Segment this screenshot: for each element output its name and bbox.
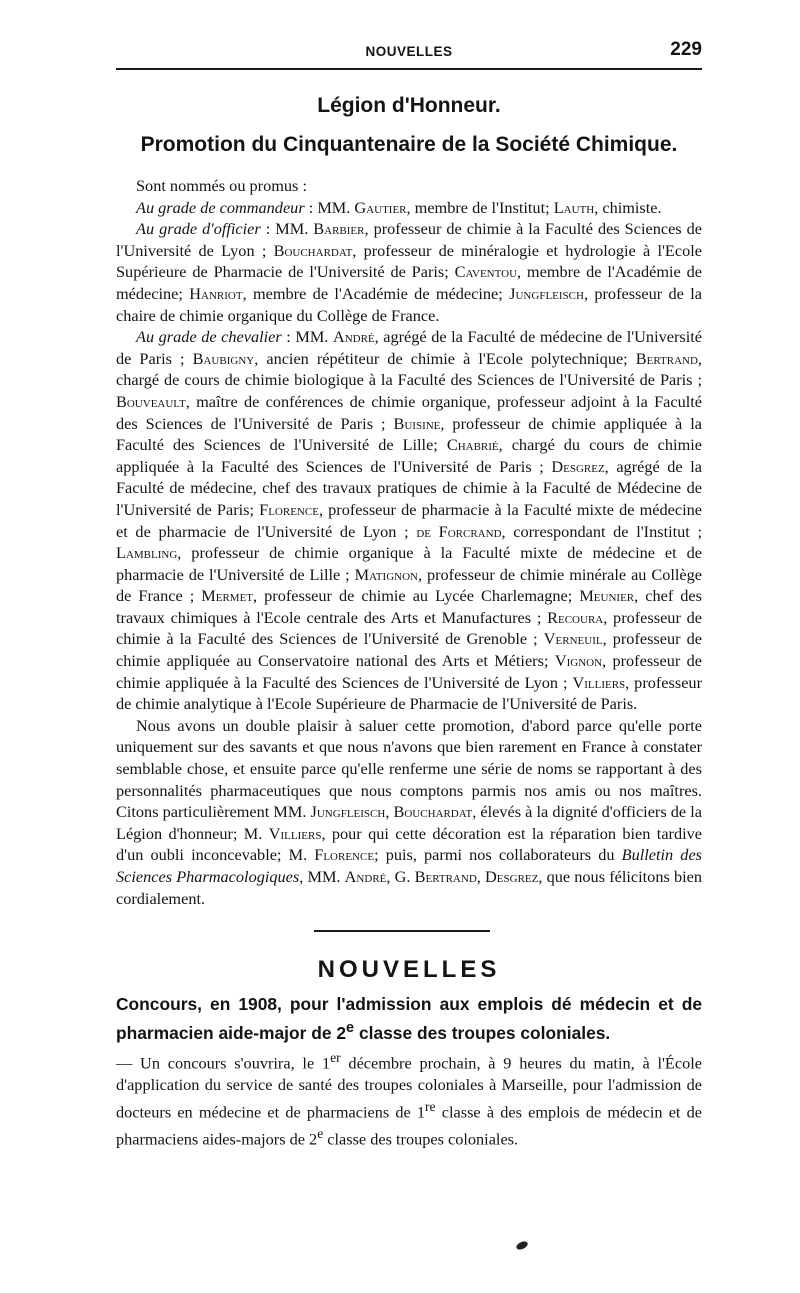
person-name: Verneuil bbox=[543, 629, 603, 649]
person-name: Florence bbox=[314, 845, 375, 865]
person-name: Bertrand bbox=[635, 348, 698, 368]
person-name: Recoura bbox=[547, 607, 604, 627]
grade-label: Au grade de chevalier bbox=[136, 327, 282, 347]
section-heading: Légion d'Honneur. bbox=[317, 94, 501, 117]
person-name: Desgrez bbox=[551, 456, 605, 476]
person-name: Bouchardat bbox=[273, 240, 353, 260]
person-name: André bbox=[344, 867, 387, 886]
intro-paragraph: Sont nommés ou promus : bbox=[136, 176, 307, 195]
grade-label: Au grade de commandeur bbox=[136, 197, 305, 217]
person-name: Gautier bbox=[354, 197, 407, 217]
commentary-paragraph: Nous avons un double plaisir à saluer cette promotion, d'abord parce qu'elle porte uniquement sur des savants et que nous n'avons que bien rarement en France à constater semblable chose, et ensuite parce qu'elle renferme une série de noms se rapportant à des personnalités pharmaceutiques que nous comptons parmis nos amis ou nos maîtres. Citons particulièrement MM. Jungfleisch, Bouchardat, élevés à la dignité d'officiers de la Légion d'honneur; M. Villiers, pour qui cette décoration est la réparation bien tardive d'un oubli inconcevable; M. Florence; puis, parmi nos collaborateurs du Bulletin des Sciences Pharmacologiques, MM. André, G. Bertrand, Desgrez, que nous félicitons bien cordialement. bbox=[116, 715, 703, 908]
person-name: Caventou bbox=[454, 262, 518, 282]
person-name: Villiers bbox=[572, 672, 626, 692]
person-name: Desgrez bbox=[485, 867, 539, 886]
person-name: Jungfleisch bbox=[509, 283, 584, 303]
article-body bbox=[116, 175, 702, 909]
person-name: Chabrié bbox=[446, 435, 499, 455]
person-name: Hanriot bbox=[189, 283, 243, 303]
news-section-title: NOUVELLES bbox=[317, 956, 501, 983]
person-name: Bouveault bbox=[116, 391, 186, 411]
grade-label: Au grade d'officier bbox=[136, 219, 261, 239]
chevalier-paragraph: Au grade de chevalier : MM. André, agrégé de la Faculté de médecine de l'Université de Paris ; Baubigny, ancien répétiteur de chimie à l'Ecole polytechnique; Bertrand, chargé de cours de chimie biologique à la Faculté des Sciences de l'Université de Paris ; Bouveault, maître de conférences de chimie organique, professeur adjoint à la Faculté des Sciences de l'Université de Paris ; Buisine, professeur de chimie appliquée à la Faculté des Sciences de l'Université de Lille; Chabrié, chargé du cours de chimie appliquée à la Faculté des Sciences de l'Université de Paris ; Desgrez, agrégé de la Faculté de médecine, chef des travaux pratiques de chimie à la Faculté de Médecine de l'Université de Paris; Florence, professeur de pharmacie à la Faculté mixte de médecine et de pharmacie de l'Université de Lyon ; de Forcrand, correspondant de l'Institut ; Lambling, professeur de chimie organique à la Faculté mixte de médecine et de pharmacie de l'Université de Lille ; Matignon, professeur de chimie minérale au Collège de France ; Mermet, professeur de chimie au Lycée Charlemagne; Meunier, chef des travaux chimiques à l'Ecole centrale des Arts et Manufactures ; Recoura, professeur de chimie à la Faculté des Sciences de l'Université de Grenoble ; Verneuil, professeur de chimie appliquée au Conservatoire national des Arts et Métiers; Vignon, professeur de chimie appliquée à la Faculté des Sciences de l'Université de Lyon ; Villiers, professeur de chimie analytique à l'Ecole Supérieure de Pharmacie de l'Université de Paris. bbox=[116, 327, 703, 714]
person-name: de Forcrand bbox=[416, 521, 502, 541]
person-name: Bouchardat bbox=[393, 802, 473, 822]
person-name: Jungfleisch bbox=[310, 802, 386, 822]
person-name: Matignon bbox=[354, 564, 418, 584]
person-name: André bbox=[332, 327, 375, 347]
news-paragraph: — Un concours s'ouvrira, le 1er décembre prochain, à 9 heures du matin, à l'École d'application du service de santé des troupes coloniales à Marseille, pour l'admission de docteurs en médecine et de pharmaciens de 1re classe à des emplois de médecin et de pharmaciens aides-majors de 2e classe des troupes coloniales. bbox=[116, 1050, 702, 1149]
running-title: NOUVELLES bbox=[365, 44, 453, 59]
person-name: Baubigny bbox=[192, 348, 255, 368]
person-name: Vignon bbox=[554, 651, 603, 671]
officier-paragraph: Au grade d'officier : MM. Barbier, professeur de chimie à la Faculté des Sciences de l'Université de Lyon ; Bouchardat, professeur de minéralogie et hydrologie à l'Ecole Supérieure de Pharmacie de l'Université de Paris; Caventou, membre de l'Académie de médecine; Hanriot, membre de l'Académie de médecine; Jungfleisch, professeur de la chaire de chimie organique du Collège de France. bbox=[116, 219, 703, 325]
person-name: Meunier bbox=[579, 586, 635, 606]
person-name: Buisine bbox=[393, 413, 441, 433]
news-item-body bbox=[116, 1047, 702, 1150]
person-name: Barbier bbox=[313, 219, 365, 239]
commandeur-paragraph: Au grade de commandeur : MM. Gautier, membre de l'Institut; Lauth, chimiste. bbox=[136, 197, 662, 217]
person-name: Bertrand bbox=[414, 867, 477, 886]
person-name: Lauth bbox=[553, 197, 595, 217]
section-divider bbox=[314, 930, 490, 932]
person-name: Villiers bbox=[268, 823, 322, 843]
person-name: Mermet bbox=[201, 586, 254, 606]
page-number: 229 bbox=[670, 39, 702, 60]
person-name: Florence bbox=[259, 499, 319, 519]
journal-title: Bulletin des Sciences Pharmacologiques bbox=[116, 845, 703, 886]
person-name: Lambling bbox=[116, 543, 178, 563]
section-subheading: Promotion du Cinquantenaire de la Société Chimique. bbox=[140, 133, 678, 156]
running-header bbox=[116, 38, 702, 70]
ink-mark-icon bbox=[515, 1240, 529, 1251]
news-item-heading: Concours, en 1908, pour l'admission aux emplois dé médecin et de pharmacien aide-major de 2e classe des troupes coloniales. bbox=[116, 994, 702, 1043]
